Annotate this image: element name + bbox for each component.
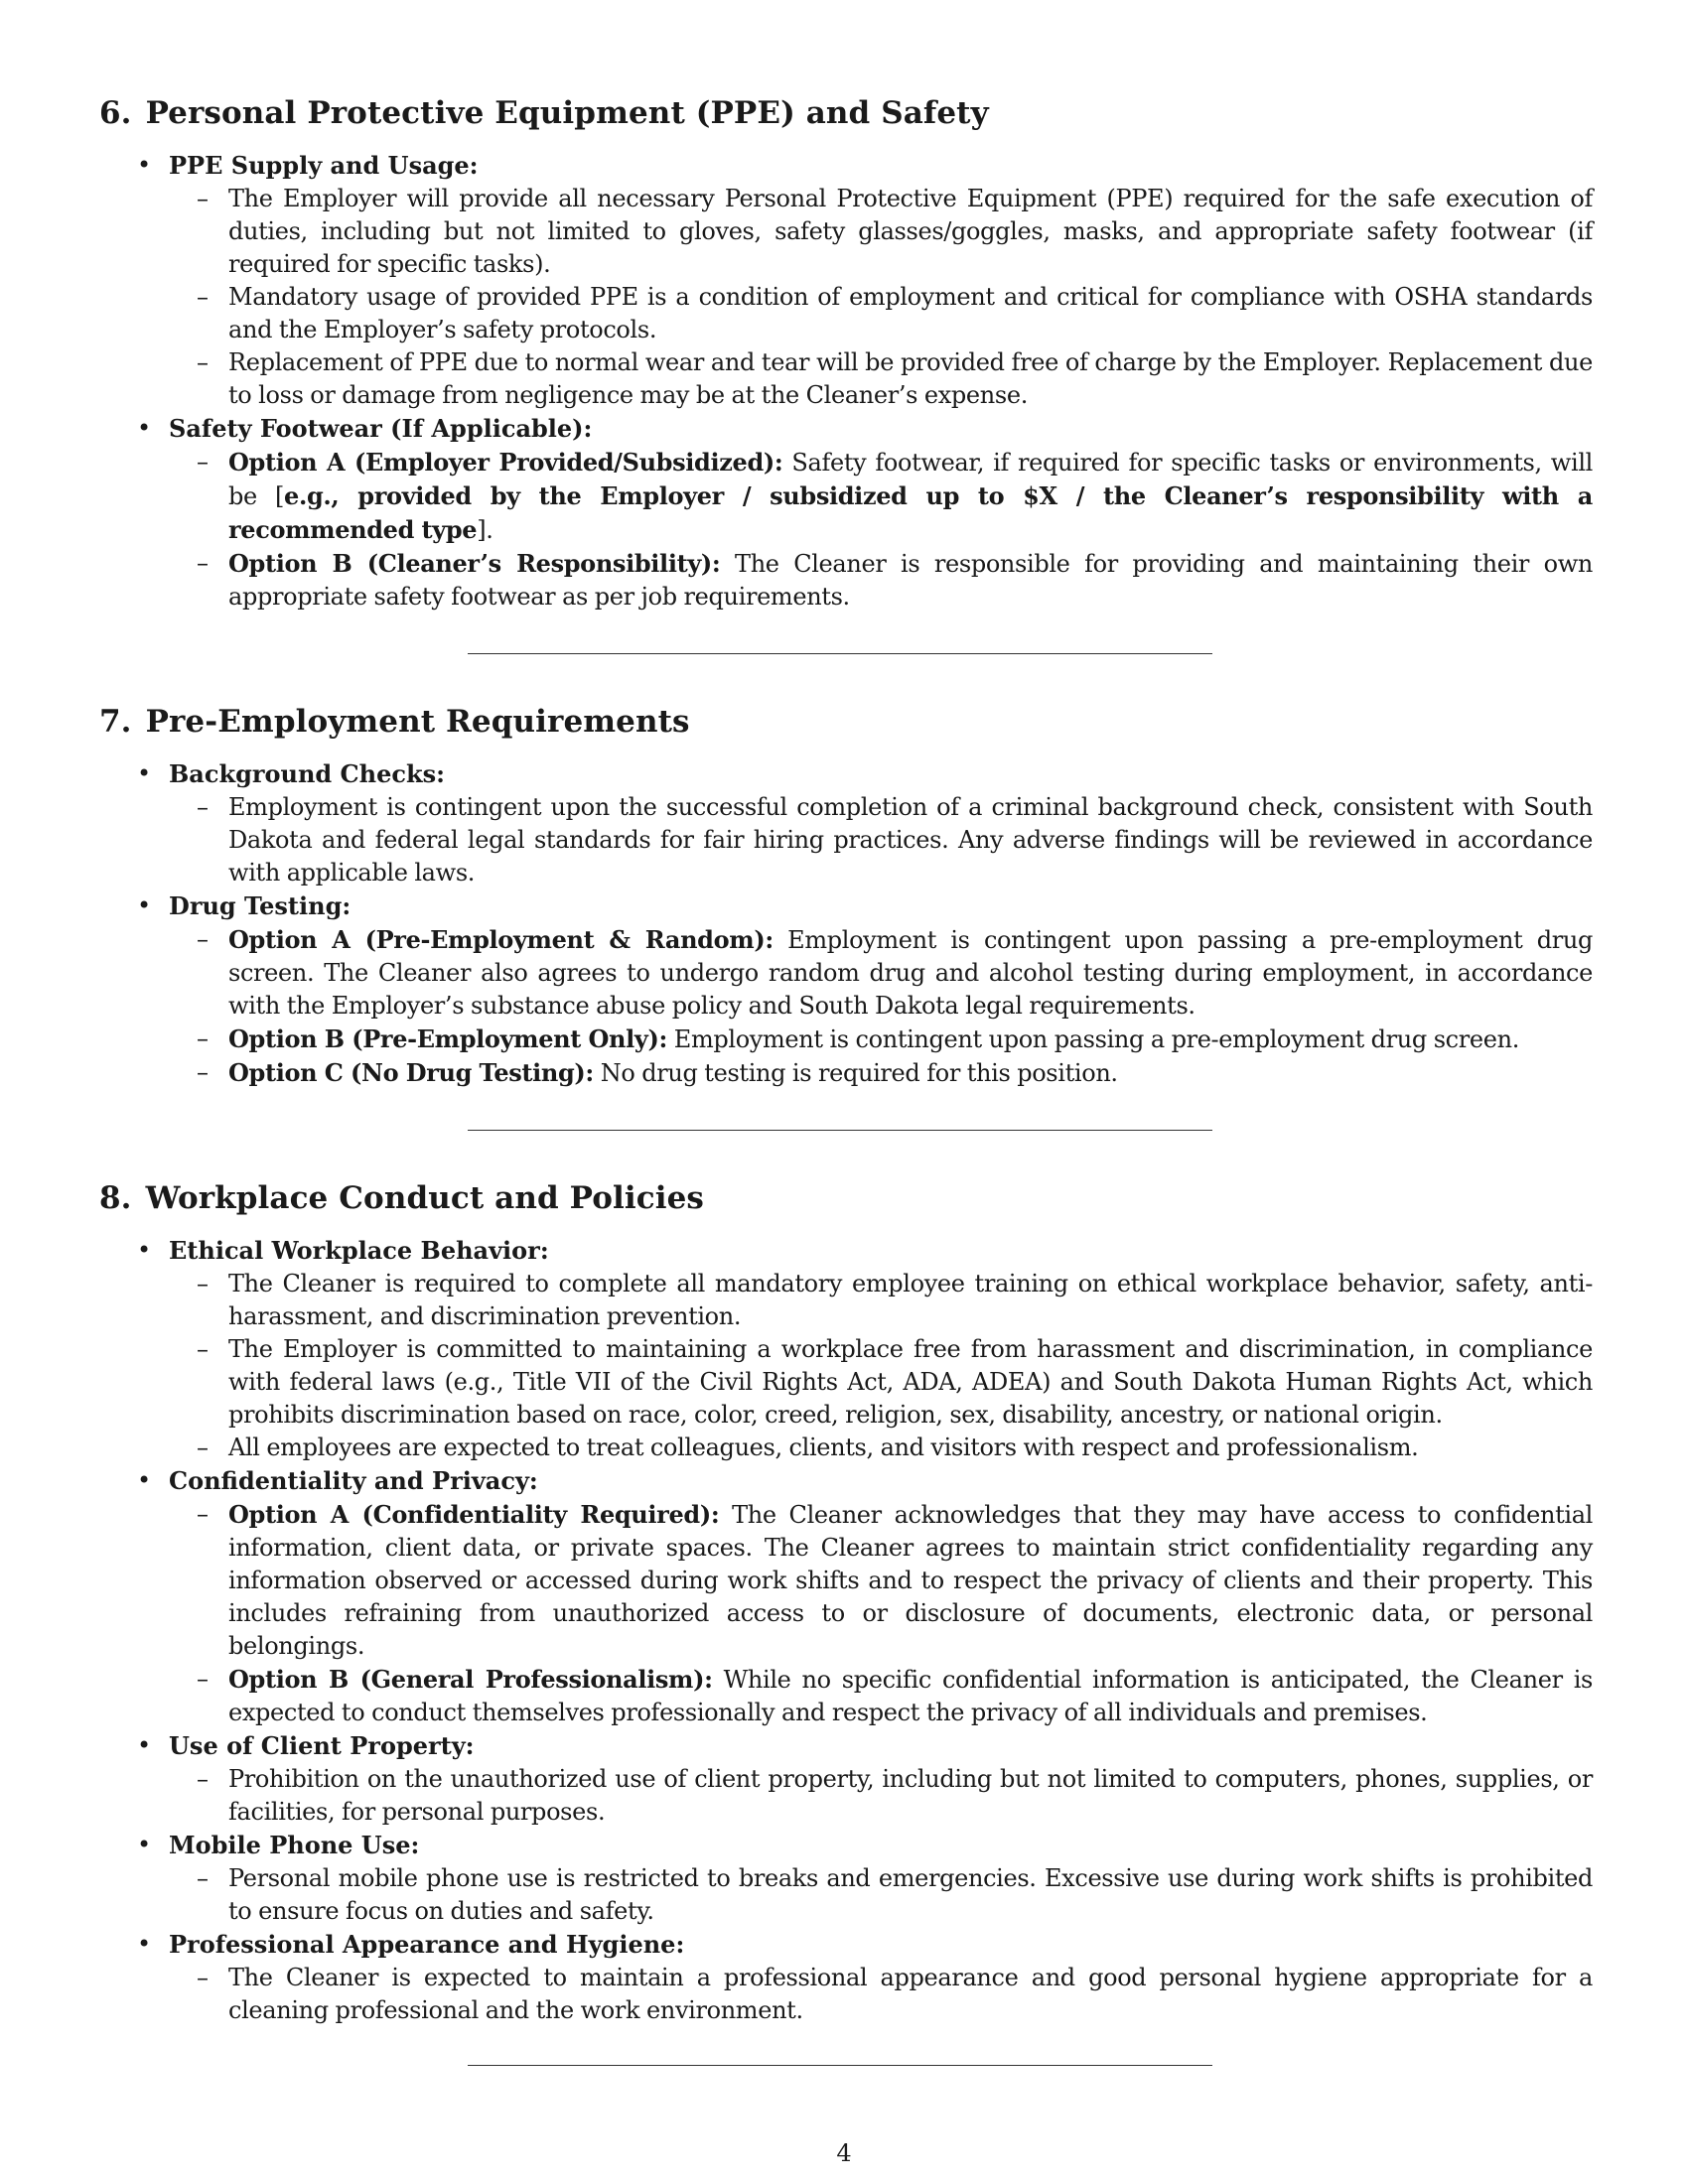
section-number: 6. (99, 95, 132, 131)
list-item (99, 889, 1593, 1090)
sub-item-text: The Cleaner acknowledges that they may have access to confidential information, client data, or private spaces. The Cleaner agrees to maintain strict confidentiality regarding any information observed or accessed during work shifts and to respect the privacy of clients and their property. This includes refraining from unauthorized access to or disclosure of documents, electronic data, or personal belongings. (228, 1501, 1593, 1660)
sub-item-text: Personal mobile phone use is restricted to breaks and emergencies. Excessive use during work shifts is prohibited to ensure focus on duties and safety. (228, 1864, 1593, 1925)
item-heading: PPE Supply and Usage: (169, 151, 479, 180)
dash-icon: – (197, 185, 209, 212)
sub-item (169, 1962, 1593, 2027)
option-label: Option A (Pre-Employment & Random): (228, 925, 774, 954)
dash-icon: – (197, 1964, 209, 1991)
dash-icon: – (197, 1433, 209, 1461)
section-heading (99, 95, 1593, 131)
sub-item (169, 446, 1593, 547)
sub-item (169, 1268, 1593, 1333)
dash-icon: – (197, 448, 209, 476)
option-label: Option B (General Professionalism): (228, 1665, 713, 1694)
section-7 (99, 704, 1593, 1131)
list-item (99, 1234, 1593, 1464)
sub-item-text: The Cleaner is required to complete all mandatory employee training on ethical workplace behavior, safety, anti-harassment, and discrimination prevention. (228, 1270, 1593, 1330)
dash-icon: – (197, 1765, 209, 1793)
item-heading: Professional Appearance and Hygiene: (169, 1930, 685, 1959)
bold-insert: e.g., provided by the Employer / subsidized up to $X / the Cleaner’s responsibility with a recommended type (228, 481, 1593, 544)
list-item (99, 1928, 1593, 2027)
sub-item (169, 183, 1593, 281)
sub-item (169, 791, 1593, 889)
list-item (99, 412, 1593, 614)
document-page (99, 95, 1593, 2066)
horizontal-rule (468, 1130, 1212, 1131)
sub-item-text: The Cleaner is responsible for providing and maintaining their own appropriate safety footwear as per job requirements. (228, 550, 1594, 611)
sub-item-text: The Employer is committed to maintaining a workplace free from harassment and discrimination, in compliance with federal laws (e.g., Title VII of the Civil Rights Act, ADA, ADEA) and South Dakota Human Rights Act, which prohibits discrimination based on race, color, creed, religion, sex, disability, ancestry, or national origin. (228, 1335, 1593, 1429)
bullet-icon: • (137, 1831, 152, 1858)
section-title: Workplace Conduct and Policies (145, 1180, 704, 1216)
list-item (99, 149, 1593, 412)
sub-item-text: All employees are expected to treat colleagues, clients, and visitors with respect and professionalism. (228, 1433, 1419, 1461)
sub-item-text: No drug testing is required for this position. (600, 1059, 1118, 1087)
section-8 (99, 1180, 1593, 2066)
item-heading: Mobile Phone Use: (169, 1831, 420, 1859)
option-label: Option B (Cleaner’s Responsibility): (228, 549, 721, 578)
sub-item (169, 1432, 1593, 1464)
list-item (99, 1829, 1593, 1928)
list-item (99, 1729, 1593, 1829)
bullet-icon: • (137, 1731, 152, 1759)
dash-icon: – (197, 1335, 209, 1363)
bullet-icon: • (137, 1930, 152, 1958)
dash-icon: – (197, 793, 209, 821)
option-label: Option B (Pre-Employment Only): (228, 1024, 667, 1053)
sub-item-text: Prohibition on the unauthorized use of client property, including but not limited to computers, phones, supplies, or facilities, for personal purposes. (228, 1765, 1593, 1826)
sub-item (169, 1763, 1593, 1829)
page-number: 4 (836, 2139, 852, 2167)
sub-item-text: Employment is contingent upon passing a pre-employment drug screen. The Cleaner also agrees to undergo random drug and alcohol testing during employment, in accordance with the Employer’s substance abuse policy and South Dakota legal requirements. (228, 926, 1593, 1020)
sub-item (169, 281, 1593, 346)
item-heading: Background Checks: (169, 759, 445, 788)
list-item (99, 757, 1593, 889)
dash-icon: – (197, 1500, 209, 1528)
bullet-icon: • (137, 759, 152, 787)
option-label: Option A (Employer Provided/Subsidized): (228, 448, 783, 477)
dash-icon: – (197, 925, 209, 953)
item-heading: Safety Footwear (If Applicable): (169, 414, 593, 443)
sub-item-text: Mandatory usage of provided PPE is a condition of employment and critical for compliance with OSHA standards and the Employer’s safety protocols. (228, 283, 1593, 343)
sub-item-text: The Cleaner is expected to maintain a professional appearance and good personal hygiene appropriate for a cleaning professional and the work environment. (228, 1964, 1593, 2024)
bullet-icon: • (137, 151, 152, 179)
section-heading (99, 704, 1593, 740)
sub-item (169, 1056, 1593, 1090)
dash-icon: – (197, 1864, 209, 1892)
section-number: 7. (99, 704, 132, 740)
dash-icon: – (197, 549, 209, 577)
item-heading: Confidentiality and Privacy: (169, 1466, 538, 1495)
sub-item-text: Employment is contingent upon the successful completion of a criminal background check, consistent with South Dakota and federal legal standards for fair hiring practices. Any adverse findings will be reviewed in accordance with applicable laws. (228, 793, 1593, 887)
sub-item-text: Employment is contingent upon passing a pre-employment drug screen. (673, 1025, 1519, 1053)
item-heading: Drug Testing: (169, 891, 352, 920)
bullet-icon: • (137, 414, 152, 442)
sub-item (169, 1663, 1593, 1729)
dash-icon: – (197, 1665, 209, 1693)
bullet-icon: • (137, 1236, 152, 1264)
sub-item (169, 346, 1593, 412)
section-title: Personal Protective Equipment (PPE) and Safety (145, 95, 989, 131)
dash-icon: – (197, 1058, 209, 1086)
section-number: 8. (99, 1180, 132, 1216)
sub-item (169, 1023, 1593, 1056)
bullet-icon: • (137, 891, 152, 919)
sub-item-text: Safety footwear, if required for specific tasks or environments, will be [ (228, 449, 1593, 510)
sub-item (169, 923, 1593, 1023)
horizontal-rule (468, 2065, 1212, 2066)
section-6 (99, 95, 1593, 654)
bullet-icon: • (137, 1466, 152, 1494)
sub-item (169, 1333, 1593, 1432)
dash-icon: – (197, 283, 209, 311)
section-heading (99, 1180, 1593, 1216)
list-item (99, 1464, 1593, 1729)
dash-icon: – (197, 348, 209, 376)
dash-icon: – (197, 1024, 209, 1052)
option-label: Option C (No Drug Testing): (228, 1058, 594, 1087)
item-heading: Use of Client Property: (169, 1731, 475, 1760)
sub-item-tail: ]. (477, 516, 493, 544)
sub-item-text: Replacement of PPE due to normal wear and tear will be provided free of charge by the Employer. Replacement due to loss or damage from negligence may be at the Cleaner’s expense. (228, 348, 1593, 409)
item-heading: Ethical Workplace Behavior: (169, 1236, 549, 1265)
sub-item (169, 547, 1593, 614)
section-title: Pre-Employment Requirements (145, 704, 690, 740)
sub-item-text: The Employer will provide all necessary Personal Protective Equipment (PPE) required for the safe execution of duties, including but not limited to gloves, safety glasses/goggles, masks, and appropriate safety footwear (if required for specific tasks). (228, 185, 1593, 278)
dash-icon: – (197, 1270, 209, 1297)
horizontal-rule (468, 653, 1212, 654)
sub-item (169, 1862, 1593, 1928)
sub-item (169, 1498, 1593, 1663)
option-label: Option A (Confidentiality Required): (228, 1500, 720, 1529)
sub-item-text: While no specific confidential information is anticipated, the Cleaner is expected to conduct themselves professionally and respect the privacy of all individuals and premises. (228, 1666, 1594, 1726)
